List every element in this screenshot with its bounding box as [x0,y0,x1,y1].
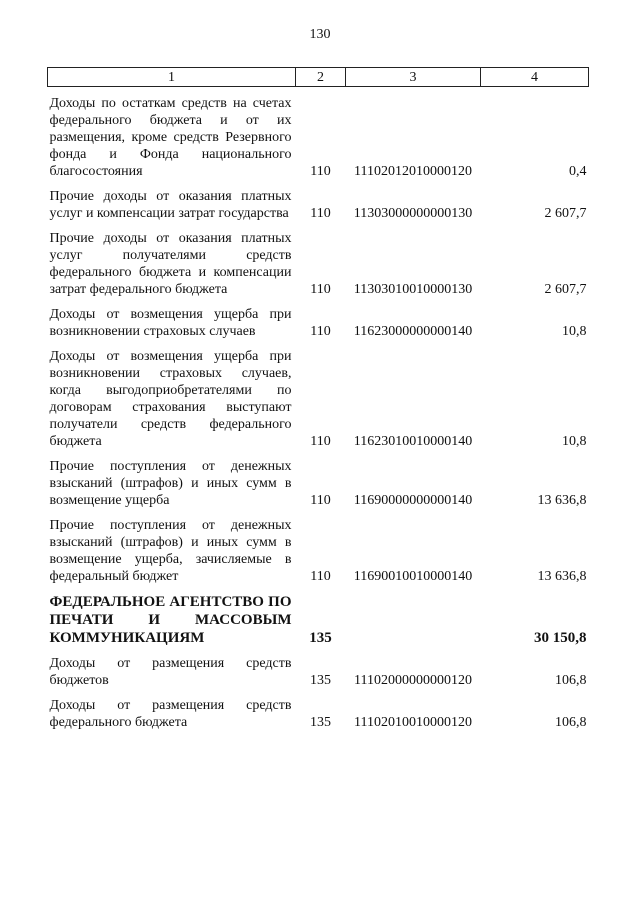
row-code: 110 [310,164,331,179]
row-name: Прочие доходы от оказания платных услуг получателями средств федерального бюджета и компенсации затрат федерального бюджета [49,231,292,297]
row-name: Прочие поступления от денежных взысканий (штрафов) и иных сумм в возмещение ущерба, зачисляемые в федеральный бюджет [49,518,292,584]
row-name: Прочие поступления от денежных взысканий (штрафов) и иных сумм в возмещение ущерба [49,459,292,508]
row-kbk: 11102012010000120 [354,164,472,179]
table-row [48,697,589,731]
row-code: 135 [310,715,331,730]
table-row [48,188,589,222]
row-code: 110 [310,434,331,449]
table-row [48,655,589,689]
revenue-table [47,67,589,731]
row-name: Доходы от размещения средств бюджетов [49,656,292,688]
table-row [48,306,589,340]
row-name: Доходы по остаткам средств на счетах федерального бюджета и от их размещения, кроме средств Резервного фонда и Фонда национального благосостояния [49,96,292,179]
row-amount: 0,4 [569,164,587,179]
table-row-agency [48,593,589,647]
row-amount: 10,8 [562,324,587,339]
table-row [48,348,589,450]
row-name: Прочие доходы от оказания платных услуг и компенсации затрат государства [49,189,292,221]
row-code: 135 [310,673,331,688]
row-name: Доходы от размещения средств федерального бюджета [49,698,292,730]
row-code: 110 [310,493,331,508]
header-col-1: 1 [48,68,296,87]
table-row [48,517,589,585]
page-number: 130 [309,27,331,42]
row-kbk: 11623000000000140 [353,324,473,339]
row-amount: 106,8 [555,673,587,688]
row-kbk: 11102010010000120 [354,715,472,730]
row-amount: 106,8 [555,715,587,730]
row-amount: 2 607,7 [544,206,587,221]
row-code: 110 [310,282,331,297]
row-name: ФЕДЕРАЛЬНОЕ АГЕНТСТВО ПО ПЕЧАТИ И МАССОВЫМ КОММУНИКАЦИЯМ [49,594,292,646]
header-col-3: 3 [346,68,481,87]
table-row [48,458,589,509]
row-code: 135 [309,630,332,646]
row-kbk: 11623010010000140 [353,434,473,449]
header-col-2: 2 [296,68,346,87]
row-kbk: 11690000000000140 [353,493,473,508]
header-col-4: 4 [481,68,589,87]
table-row [48,95,589,180]
row-amount: 13 636,8 [537,493,587,508]
row-code: 110 [310,324,331,339]
row-kbk: 11303000000000130 [353,206,473,221]
row-kbk: 11690010010000140 [353,569,473,584]
row-code: 110 [310,206,331,221]
row-amount: 13 636,8 [537,569,587,584]
row-code: 110 [310,569,331,584]
row-name: Доходы от возмещения ущерба при возникновении страховых случаев [49,307,292,339]
row-kbk: 11303010010000130 [353,282,473,297]
table-row [48,230,589,298]
row-kbk: 11102000000000120 [354,673,472,688]
row-amount: 2 607,7 [544,282,587,297]
table-header [48,68,589,87]
row-amount: 30 150,8 [534,630,587,646]
table-body [48,87,589,732]
row-name: Доходы от возмещения ущерба при возникновении страховых случаев, когда выгодоприобретателями по договорам страхования выступают получатели средств федерального бюджета [49,349,292,449]
row-kbk [346,593,481,647]
row-amount: 10,8 [562,434,587,449]
